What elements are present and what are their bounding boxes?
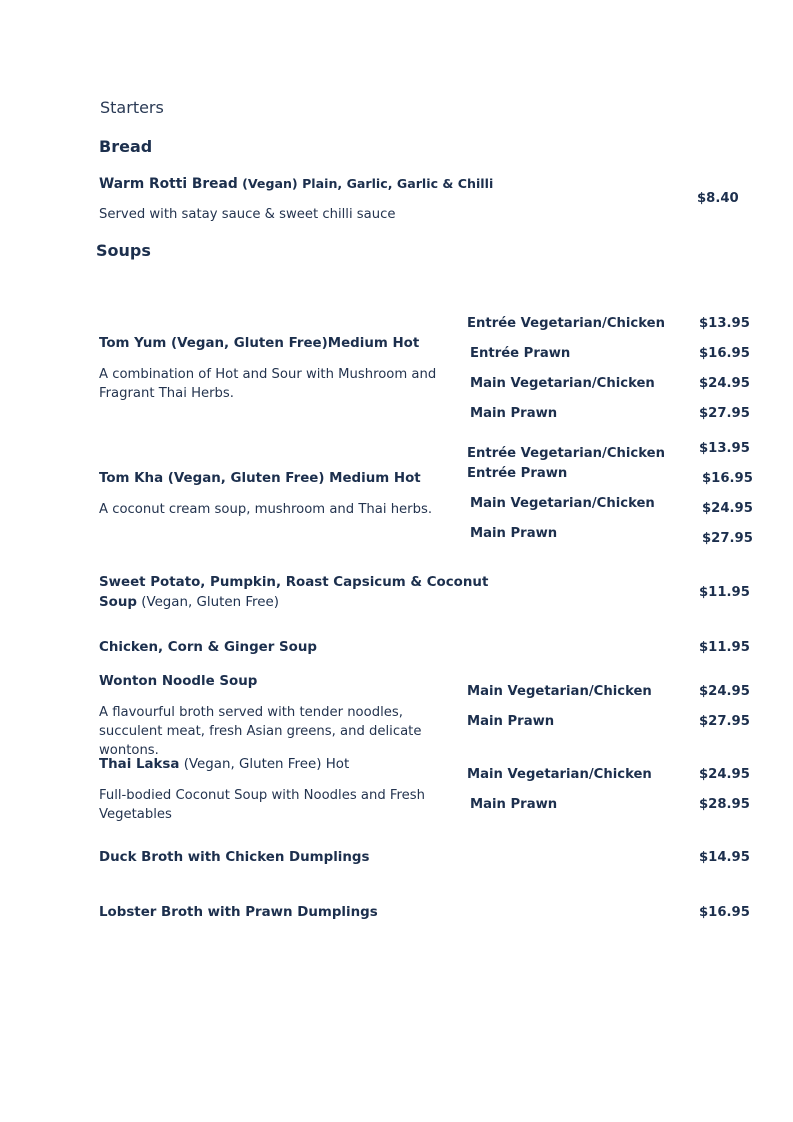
rotti-price: $8.40 — [697, 191, 739, 206]
tom-kha-option-label: Main Prawn — [470, 526, 558, 541]
tom-yum-option-price: $24.95 — [699, 376, 750, 391]
tom-yum-name: Tom Yum (Vegan, Gluten Free)Medium Hot — [99, 336, 420, 351]
laksa-option-label: Main Vegetarian/Chicken — [467, 767, 652, 782]
wonton-option-price: $27.95 — [699, 714, 750, 729]
sweet-potato-name-line1: Sweet Potato, Pumpkin, Roast Capsicum & Coconut — [99, 575, 489, 590]
laksa-option-price: $24.95 — [699, 767, 750, 782]
duck-name: Duck Broth with Chicken Dumplings — [99, 850, 370, 865]
rotti-description: Served with satay sauce & sweet chilli sauce — [99, 207, 396, 222]
rotti-name — [99, 176, 493, 192]
tom-yum-option-label: Main Prawn — [470, 406, 558, 421]
laksa-name-rest: (Vegan, Gluten Free) Hot — [179, 757, 350, 772]
duck-price: $14.95 — [699, 850, 750, 865]
bread-heading: Bread — [99, 137, 153, 156]
tom-kha-option-label: Entrée Prawn — [467, 466, 568, 481]
tom-kha-option-price: $27.95 — [702, 531, 753, 546]
tom-kha-option-price: $16.95 — [702, 471, 753, 486]
tom-yum-option-price: $27.95 — [699, 406, 750, 421]
laksa-option-label: Main Prawn — [470, 797, 558, 812]
section-title: Starters — [100, 98, 164, 117]
tom-kha-option-label: Entrée Vegetarian/Chicken — [467, 446, 665, 461]
sweet-potato-price: $11.95 — [699, 585, 750, 600]
sweet-potato-name-line2 — [99, 595, 279, 610]
tom-yum-option-label: Main Vegetarian/Chicken — [470, 376, 655, 391]
tom-yum-option-label: Entrée Prawn — [470, 346, 571, 361]
lobster-name: Lobster Broth with Prawn Dumplings — [99, 905, 378, 920]
laksa-description: Full-bodied Coconut Soup with Noodles and Fresh Vegetables — [99, 788, 425, 822]
rotti-name-bold: Warm Rotti Bread — [99, 176, 238, 192]
tom-yum-option-price: $13.95 — [699, 316, 750, 331]
soups-heading: Soups — [96, 241, 151, 260]
tom-kha-description: A coconut cream soup, mushroom and Thai herbs. — [99, 502, 433, 517]
chicken-corn-price: $11.95 — [699, 640, 750, 655]
tom-yum-option-price: $16.95 — [699, 346, 750, 361]
laksa-option-price: $28.95 — [699, 797, 750, 812]
tom-yum-option-label: Entrée Vegetarian/Chicken — [467, 316, 665, 331]
lobster-price: $16.95 — [699, 905, 750, 920]
sweet-potato-name-bold: Soup — [99, 595, 137, 610]
sweet-potato-name-rest: (Vegan, Gluten Free) — [136, 595, 279, 610]
tom-kha-option-label: Main Vegetarian/Chicken — [470, 496, 655, 511]
wonton-option-label: Main Prawn — [467, 714, 555, 729]
wonton-option-label: Main Vegetarian/Chicken — [467, 684, 652, 699]
laksa-name-bold: Thai Laksa — [99, 757, 180, 772]
wonton-name: Wonton Noodle Soup — [99, 674, 258, 689]
wonton-option-price: $24.95 — [699, 684, 750, 699]
tom-kha-option-price: $13.95 — [699, 441, 750, 456]
laksa-name — [99, 757, 349, 772]
tom-yum-description: A combination of Hot and Sour with Mushroom and Fragrant Thai Herbs. — [99, 367, 437, 401]
tom-kha-option-price: $24.95 — [702, 501, 753, 516]
chicken-corn-name: Chicken, Corn & Ginger Soup — [99, 640, 317, 655]
tom-kha-name: Tom Kha (Vegan, Gluten Free) Medium Hot — [99, 471, 421, 486]
rotti-name-rest: (Vegan) Plain, Garlic, Garlic & Chilli — [237, 176, 494, 191]
wonton-description: A flavourful broth served with tender noodles, succulent meat, fresh Asian greens, and delicate wontons. — [99, 705, 422, 758]
